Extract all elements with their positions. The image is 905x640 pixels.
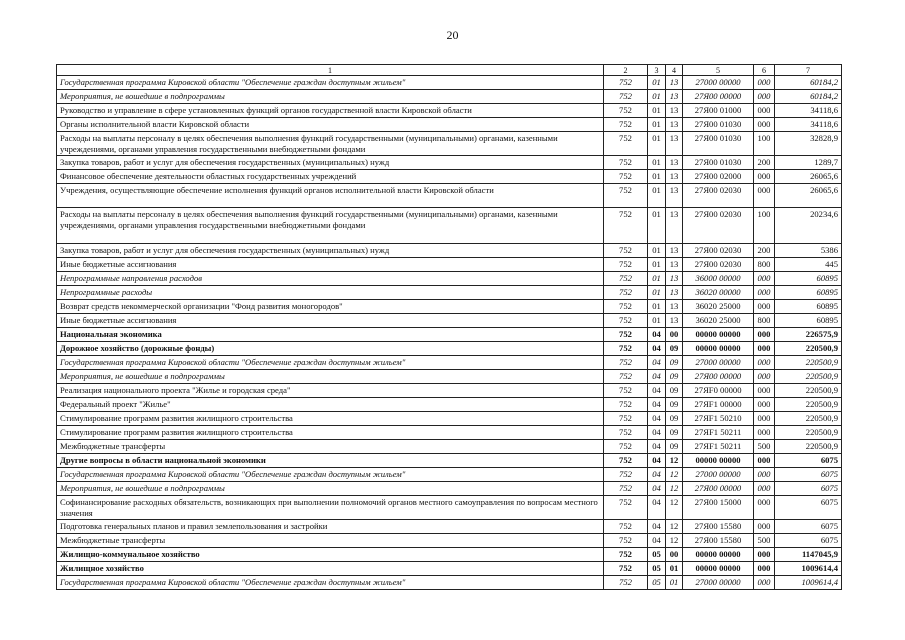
section-code-cell: 01 [648,286,666,300]
target-article-cell: 27ЯF1 50210 [683,412,754,426]
row-name-cell: Расходы на выплаты персоналу в целях обеспечения выполнения функций государственными (муниципальными) органами, казенными учреждениями, органами управления государственными внебюджетными фондами [57,208,604,244]
row-name-cell: Расходы на выплаты персоналу в целях обеспечения выполнения функций государственными (муниципальными) органами, казенными учреждениями, органами управления государственными внебюджетными фондами [57,132,604,156]
section-code-cell: 04 [648,412,666,426]
section-code-cell: 01 [648,104,666,118]
target-article-cell: 27Я00 01000 [683,104,754,118]
department-code-cell: 752 [604,76,648,90]
page-number: 20 [446,28,459,42]
subsection-code-cell: 13 [666,90,683,104]
amount-cell: 445 [775,258,842,272]
section-code-cell: 04 [648,356,666,370]
table-row [57,468,842,482]
department-code-cell: 752 [604,184,648,208]
subsection-code-cell: 09 [666,370,683,384]
row-name-cell: Непрограммные направления расходов [57,272,604,286]
row-name-cell: Межбюджетные трансферты [57,534,604,548]
section-code-cell: 01 [648,90,666,104]
row-name-cell: Дорожное хозяйство (дорожные фонды) [57,342,604,356]
expense-type-cell: 000 [754,286,775,300]
target-article-cell: 36020 00000 [683,286,754,300]
target-article-cell: 00000 00000 [683,342,754,356]
section-code-cell: 04 [648,520,666,534]
table-row [57,520,842,534]
department-code-cell: 752 [604,412,648,426]
expense-type-cell: 000 [754,576,775,590]
subsection-code-cell: 00 [666,548,683,562]
table-row [57,314,842,328]
table-row [57,244,842,258]
row-name-cell: Государственная программа Кировской области "Обеспечение граждан доступным жильем" [57,76,604,90]
expense-type-cell: 000 [754,412,775,426]
department-code-cell: 752 [604,384,648,398]
header-cell: 5 [683,65,754,76]
row-name-cell: Мероприятия, не вошедшие в подпрограммы [57,482,604,496]
table-row [57,496,842,520]
row-name-cell: Мероприятия, не вошедшие в подпрограммы [57,90,604,104]
subsection-code-cell: 12 [666,468,683,482]
subsection-code-cell: 12 [666,534,683,548]
expense-type-cell: 500 [754,534,775,548]
department-code-cell: 752 [604,370,648,384]
row-name-cell: Непрограммные расходы [57,286,604,300]
expense-type-cell: 000 [754,496,775,520]
section-code-cell: 01 [648,300,666,314]
table-row [57,170,842,184]
section-code-cell: 01 [648,184,666,208]
expense-type-cell: 500 [754,440,775,454]
target-article-cell: 27Я00 02030 [683,258,754,272]
section-code-cell: 04 [648,342,666,356]
row-name-cell: Закупка товаров, работ и услуг для обеспечения государственных (муниципальных) нужд [57,244,604,258]
section-code-cell: 05 [648,548,666,562]
target-article-cell: 36000 00000 [683,272,754,286]
department-code-cell: 752 [604,300,648,314]
target-article-cell: 27000 00000 [683,76,754,90]
department-code-cell: 752 [604,454,648,468]
expense-type-cell: 000 [754,118,775,132]
department-code-cell: 752 [604,356,648,370]
header-cell: 1 [57,65,604,76]
expense-type-cell: 800 [754,314,775,328]
target-article-cell: 27Я00 15580 [683,534,754,548]
expense-type-cell: 000 [754,104,775,118]
row-name-cell: Закупка товаров, работ и услуг для обеспечения государственных (муниципальных) нужд [57,156,604,170]
amount-cell: 220500,9 [775,342,842,356]
table-row [57,156,842,170]
subsection-code-cell: 09 [666,412,683,426]
expense-type-cell: 000 [754,520,775,534]
row-name-cell: Государственная программа Кировской области "Обеспечение граждан доступным жильем" [57,468,604,482]
section-code-cell: 04 [648,370,666,384]
target-article-cell: 27Я00 02030 [683,184,754,208]
subsection-code-cell: 13 [666,244,683,258]
department-code-cell: 752 [604,104,648,118]
target-article-cell: 27Я00 00000 [683,90,754,104]
department-code-cell: 752 [604,328,648,342]
subsection-code-cell: 13 [666,170,683,184]
target-article-cell: 27ЯF1 00000 [683,398,754,412]
amount-cell: 34118,6 [775,118,842,132]
section-code-cell: 04 [648,384,666,398]
table-row [57,534,842,548]
department-code-cell: 752 [604,534,648,548]
target-article-cell: 27ЯF1 50211 [683,426,754,440]
table-row [57,118,842,132]
target-article-cell: 27Я00 15580 [683,520,754,534]
target-article-cell: 27ЯF1 50211 [683,440,754,454]
section-code-cell: 01 [648,258,666,272]
subsection-code-cell: 09 [666,398,683,412]
amount-cell: 220500,9 [775,412,842,426]
row-name-cell: Национальная экономика [57,328,604,342]
department-code-cell: 752 [604,520,648,534]
target-article-cell: 27Я00 00000 [683,370,754,384]
section-code-cell: 04 [648,534,666,548]
row-name-cell: Федеральный проект "Жилье" [57,398,604,412]
row-name-cell: Мероприятия, не вошедшие в подпрограммы [57,370,604,384]
target-article-cell: 27Я00 02000 [683,170,754,184]
amount-cell: 6075 [775,454,842,468]
row-name-cell: Стимулирование программ развития жилищного строительства [57,412,604,426]
row-name-cell: Иные бюджетные ассигнования [57,258,604,272]
target-article-cell: 27Я00 01030 [683,118,754,132]
subsection-code-cell: 13 [666,286,683,300]
target-article-cell: 27000 00000 [683,468,754,482]
expense-type-cell: 000 [754,328,775,342]
target-article-cell: 00000 00000 [683,562,754,576]
amount-cell: 220500,9 [775,384,842,398]
table-row [57,576,842,590]
row-name-cell: Жилищно-коммунальное хозяйство [57,548,604,562]
table-row [57,370,842,384]
amount-cell: 220500,9 [775,398,842,412]
amount-cell: 32828,9 [775,132,842,156]
subsection-code-cell: 13 [666,272,683,286]
expense-type-cell: 000 [754,468,775,482]
amount-cell: 6075 [775,534,842,548]
section-code-cell: 01 [648,272,666,286]
row-name-cell: Возврат средств некоммерческой организации "Фонд развития моногородов" [57,300,604,314]
expense-type-cell: 800 [754,258,775,272]
target-article-cell: 27Я00 02030 [683,208,754,244]
amount-cell: 26065,6 [775,170,842,184]
row-name-cell: Государственная программа Кировской области "Обеспечение граждан доступным жильем" [57,576,604,590]
subsection-code-cell: 13 [666,258,683,272]
subsection-code-cell: 09 [666,384,683,398]
department-code-cell: 752 [604,482,648,496]
expense-type-cell: 000 [754,342,775,356]
subsection-code-cell: 12 [666,454,683,468]
subsection-code-cell: 13 [666,208,683,244]
amount-cell: 6075 [775,520,842,534]
expense-type-cell: 000 [754,370,775,384]
expense-type-cell: 200 [754,244,775,258]
row-name-cell: Софинансирование расходных обязательств, возникающих при выполнении полномочий органов местного самоуправления по вопросам местного значения [57,496,604,520]
subsection-code-cell: 12 [666,496,683,520]
amount-cell: 34118,6 [775,104,842,118]
header-cell: 3 [648,65,666,76]
department-code-cell: 752 [604,286,648,300]
section-code-cell: 05 [648,576,666,590]
table-row [57,90,842,104]
subsection-code-cell: 09 [666,356,683,370]
table-row [57,482,842,496]
target-article-cell: 27Я00 01030 [683,156,754,170]
target-article-cell: 36020 25000 [683,314,754,328]
section-code-cell: 01 [648,208,666,244]
department-code-cell: 752 [604,314,648,328]
subsection-code-cell: 00 [666,328,683,342]
table-row [57,272,842,286]
department-code-cell: 752 [604,548,648,562]
budget-table [56,64,842,590]
subsection-code-cell: 13 [666,184,683,208]
row-name-cell: Иные бюджетные ассигнования [57,314,604,328]
target-article-cell: 36020 25000 [683,300,754,314]
row-name-cell: Руководство и управление в сфере установленных функций органов государственной власти Кировской области [57,104,604,118]
expense-type-cell: 000 [754,76,775,90]
section-code-cell: 01 [648,76,666,90]
department-code-cell: 752 [604,426,648,440]
subsection-code-cell: 13 [666,118,683,132]
target-article-cell: 27ЯF0 00000 [683,384,754,398]
subsection-code-cell: 13 [666,132,683,156]
table-header-row [57,65,842,76]
department-code-cell: 752 [604,208,648,244]
target-article-cell: 27000 00000 [683,576,754,590]
department-code-cell: 752 [604,576,648,590]
department-code-cell: 752 [604,468,648,482]
section-code-cell: 04 [648,328,666,342]
row-name-cell: Государственная программа Кировской области "Обеспечение граждан доступным жильем" [57,356,604,370]
target-article-cell: 27Я00 15000 [683,496,754,520]
table-row [57,286,842,300]
department-code-cell: 752 [604,244,648,258]
target-article-cell: 27000 00000 [683,356,754,370]
table-row [57,356,842,370]
table-row [57,184,842,208]
subsection-code-cell: 12 [666,482,683,496]
department-code-cell: 752 [604,156,648,170]
row-name-cell: Финансовое обеспечение деятельности областных государственных учреждений [57,170,604,184]
department-code-cell: 752 [604,342,648,356]
subsection-code-cell: 12 [666,520,683,534]
target-article-cell: 00000 00000 [683,454,754,468]
row-name-cell: Межбюджетные трансферты [57,440,604,454]
subsection-code-cell: 01 [666,562,683,576]
section-code-cell: 04 [648,482,666,496]
expense-type-cell: 000 [754,184,775,208]
department-code-cell: 752 [604,258,648,272]
amount-cell: 60895 [775,300,842,314]
row-name-cell: Реализация национального проекта "Жилье и городская среда" [57,384,604,398]
subsection-code-cell: 09 [666,440,683,454]
amount-cell: 60895 [775,314,842,328]
section-code-cell: 01 [648,118,666,132]
subsection-code-cell: 01 [666,576,683,590]
row-name-cell: Жилищное хозяйство [57,562,604,576]
department-code-cell: 752 [604,170,648,184]
expense-type-cell: 000 [754,356,775,370]
row-name-cell: Подготовка генеральных планов и правил землепользования и застройки [57,520,604,534]
row-name-cell: Учреждения, осуществляющие обеспечение исполнения функций органов исполнительной власти Кировской области [57,184,604,208]
amount-cell: 1289,7 [775,156,842,170]
amount-cell: 220500,9 [775,440,842,454]
expense-type-cell: 200 [754,156,775,170]
department-code-cell: 752 [604,440,648,454]
section-code-cell: 01 [648,156,666,170]
table-row [57,342,842,356]
amount-cell: 60184,2 [775,90,842,104]
section-code-cell: 01 [648,314,666,328]
target-article-cell: 27Я00 00000 [683,482,754,496]
amount-cell: 6075 [775,468,842,482]
expense-type-cell: 000 [754,482,775,496]
table-row [57,300,842,314]
subsection-code-cell: 09 [666,342,683,356]
section-code-cell: 04 [648,426,666,440]
table-row [57,548,842,562]
expense-type-cell: 000 [754,384,775,398]
table-row [57,132,842,156]
table-row [57,412,842,426]
row-name-cell: Стимулирование программ развития жилищного строительства [57,426,604,440]
expense-type-cell: 100 [754,132,775,156]
header-cell: 4 [666,65,683,76]
section-code-cell: 05 [648,562,666,576]
expense-type-cell: 000 [754,90,775,104]
amount-cell: 60184,2 [775,76,842,90]
department-code-cell: 752 [604,398,648,412]
section-code-cell: 04 [648,454,666,468]
expense-type-cell: 000 [754,300,775,314]
amount-cell: 220500,9 [775,356,842,370]
department-code-cell: 752 [604,118,648,132]
expense-type-cell: 000 [754,562,775,576]
section-code-cell: 01 [648,244,666,258]
section-code-cell: 04 [648,440,666,454]
department-code-cell: 752 [604,90,648,104]
target-article-cell: 00000 00000 [683,548,754,562]
amount-cell: 60895 [775,272,842,286]
subsection-code-cell: 09 [666,426,683,440]
department-code-cell: 752 [604,562,648,576]
amount-cell: 60895 [775,286,842,300]
subsection-code-cell: 13 [666,300,683,314]
table-row [57,384,842,398]
table-row [57,328,842,342]
amount-cell: 20234,6 [775,208,842,244]
expense-type-cell: 000 [754,548,775,562]
subsection-code-cell: 13 [666,156,683,170]
target-article-cell: 27Я00 02030 [683,244,754,258]
amount-cell: 220500,9 [775,370,842,384]
table-row [57,258,842,272]
expense-type-cell: 000 [754,272,775,286]
table-row [57,398,842,412]
section-code-cell: 04 [648,398,666,412]
amount-cell: 1009614,4 [775,562,842,576]
department-code-cell: 752 [604,132,648,156]
amount-cell: 5386 [775,244,842,258]
expense-type-cell: 000 [754,170,775,184]
amount-cell: 220500,9 [775,426,842,440]
header-cell: 7 [775,65,842,76]
amount-cell: 6075 [775,496,842,520]
amount-cell: 1147045,9 [775,548,842,562]
table-row [57,104,842,118]
amount-cell: 226575,9 [775,328,842,342]
department-code-cell: 752 [604,496,648,520]
expense-type-cell: 000 [754,426,775,440]
expense-type-cell: 000 [754,454,775,468]
subsection-code-cell: 13 [666,104,683,118]
amount-cell: 1009614,4 [775,576,842,590]
table-row [57,562,842,576]
header-cell: 6 [754,65,775,76]
section-code-cell: 04 [648,496,666,520]
table-row [57,454,842,468]
amount-cell: 6075 [775,482,842,496]
row-name-cell: Органы исполнительной власти Кировской области [57,118,604,132]
table-row [57,208,842,244]
header-cell: 2 [604,65,648,76]
expense-type-cell: 100 [754,208,775,244]
row-name-cell: Другие вопросы в области национальной экономики [57,454,604,468]
table-row [57,440,842,454]
section-code-cell: 01 [648,170,666,184]
target-article-cell: 00000 00000 [683,328,754,342]
subsection-code-cell: 13 [666,76,683,90]
expense-type-cell: 000 [754,398,775,412]
department-code-cell: 752 [604,272,648,286]
amount-cell: 26065,6 [775,184,842,208]
section-code-cell: 04 [648,468,666,482]
section-code-cell: 01 [648,132,666,156]
subsection-code-cell: 13 [666,314,683,328]
table-row [57,426,842,440]
table-row [57,76,842,90]
target-article-cell: 27Я00 01030 [683,132,754,156]
